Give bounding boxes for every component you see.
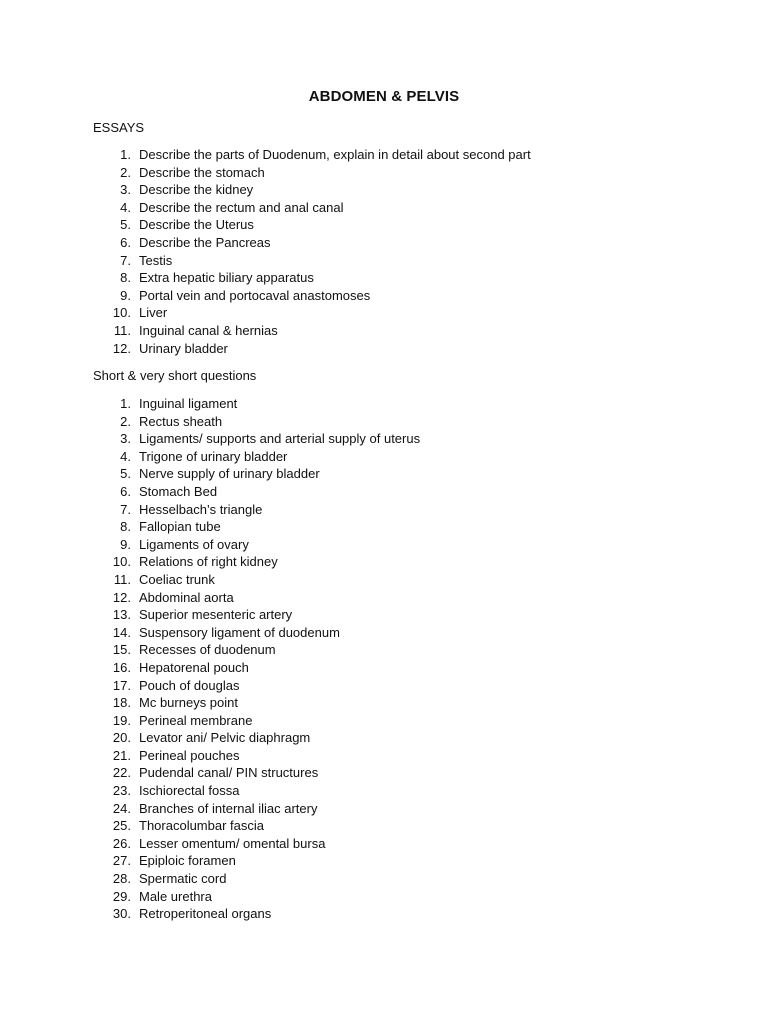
list-item-number: 23. <box>112 783 131 799</box>
list-item-text: Describe the rectum and anal canal <box>139 199 344 215</box>
list-item-number: 10. <box>112 305 131 321</box>
list-item <box>93 164 531 182</box>
list-item <box>93 216 531 234</box>
list-item <box>93 782 420 800</box>
list-item-number: 3. <box>120 182 131 198</box>
list-item-text: Spermatic cord <box>139 871 227 887</box>
list-item-text: Pudendal canal/ PIN structures <box>139 765 319 781</box>
list-item-text: Describe the Uterus <box>139 217 254 233</box>
list-item-number: 6. <box>120 234 131 250</box>
list-item-number: 30. <box>112 906 131 922</box>
list-item <box>93 589 420 607</box>
list-item-number: 29. <box>112 888 131 904</box>
list-item-text: Fallopian tube <box>139 519 221 535</box>
essays-heading: ESSAYS <box>93 120 145 135</box>
list-item-number: 5. <box>120 466 131 482</box>
list-item-number: 1. <box>120 396 131 411</box>
list-item <box>93 764 420 782</box>
list-item-text: Testis <box>139 252 173 268</box>
list-item <box>93 835 420 853</box>
list-item-text: Perineal membrane <box>139 712 253 728</box>
list-item-text: Pouch of douglas <box>139 677 240 693</box>
list-item <box>93 146 531 164</box>
list-item-number: 9. <box>120 287 131 303</box>
list-item <box>93 888 420 906</box>
list-item-text: Trigone of urinary bladder <box>139 448 288 464</box>
list-item-number: 9. <box>120 536 131 552</box>
list-item <box>93 852 420 870</box>
list-item-text: Superior mesenteric artery <box>139 607 293 623</box>
list-item <box>93 800 420 818</box>
list-item-text: Suspensory ligament of duodenum <box>139 624 340 640</box>
list-item <box>93 340 531 358</box>
list-item-number: 10. <box>112 554 131 570</box>
list-item-number: 26. <box>112 835 131 851</box>
list-item <box>93 729 420 747</box>
list-item-number: 1. <box>120 147 131 162</box>
list-item-text: Describe the Pancreas <box>139 234 271 250</box>
list-item-number: 28. <box>112 871 131 887</box>
list-item-text: Ligaments of ovary <box>139 536 249 552</box>
list-item <box>93 287 531 305</box>
list-item <box>93 395 420 413</box>
list-item-number: 19. <box>112 712 131 728</box>
list-item-text: Thoracolumbar fascia <box>139 818 264 834</box>
list-item <box>93 234 531 252</box>
list-item-text: Perineal pouches <box>139 747 240 763</box>
list-item-number: 4. <box>120 199 131 215</box>
list-item <box>93 304 531 322</box>
list-item-text: Describe the kidney <box>139 182 254 198</box>
list-item <box>93 870 420 888</box>
list-item <box>93 269 531 287</box>
list-item-text: Epiploic foramen <box>139 853 236 869</box>
list-item-text: Retroperitoneal organs <box>139 906 272 922</box>
list-item-number: 13. <box>112 607 131 623</box>
list-item <box>93 606 420 624</box>
list-item-number: 4. <box>120 448 131 464</box>
list-item-number: 2. <box>120 413 131 429</box>
page-title: ABDOMEN & PELVIS <box>308 88 460 105</box>
list-item-text: Describe the stomach <box>139 164 265 180</box>
list-item-text: Stomach Bed <box>139 483 218 499</box>
list-item-number: 11. <box>113 571 131 587</box>
list-item-number: 18. <box>112 695 131 711</box>
list-item <box>93 181 531 199</box>
list-item-text: Branches of internal iliac artery <box>139 800 318 816</box>
list-item-number: 7. <box>120 501 131 517</box>
list-item-text: Ischiorectal fossa <box>139 783 240 799</box>
list-item-number: 17. <box>112 677 131 693</box>
list-item-number: 12. <box>112 589 131 605</box>
list-item-number: 11. <box>113 322 131 338</box>
list-item <box>93 536 420 554</box>
list-item-number: 24. <box>112 800 131 816</box>
list-item <box>93 199 531 217</box>
list-item-number: 22. <box>112 765 131 781</box>
list-item-number: 12. <box>112 340 131 356</box>
list-item <box>93 641 420 659</box>
list-item-number: 5. <box>120 217 131 233</box>
list-item-number: 20. <box>112 730 131 746</box>
list-item <box>93 413 420 431</box>
essays-list <box>93 146 531 357</box>
list-item <box>93 518 420 536</box>
list-item-text: Describe the parts of Duodenum, explain in detail about second part <box>139 147 531 162</box>
list-item <box>93 501 420 519</box>
list-item-number: 14. <box>112 624 131 640</box>
list-item <box>93 322 531 340</box>
list-item-number: 16. <box>112 659 131 675</box>
list-item-text: Nerve supply of urinary bladder <box>139 466 320 482</box>
short-questions-heading: Short & very short questions <box>93 368 257 383</box>
list-item-number: 8. <box>120 519 131 535</box>
list-item-text: Mc burneys point <box>139 695 238 711</box>
list-item <box>93 694 420 712</box>
list-item-number: 3. <box>120 431 131 447</box>
list-item <box>93 659 420 677</box>
list-item <box>93 817 420 835</box>
list-item-text: Lesser omentum/ omental bursa <box>139 835 326 851</box>
list-item-number: 2. <box>120 164 131 180</box>
list-item-text: Male urethra <box>139 888 212 904</box>
list-item-number: 6. <box>120 483 131 499</box>
list-item <box>93 448 420 466</box>
list-item-number: 25. <box>112 818 131 834</box>
list-item <box>93 483 420 501</box>
list-item-text: Coeliac trunk <box>139 571 215 587</box>
list-item-text: Hesselbach’s triangle <box>139 501 263 517</box>
list-item-text: Portal vein and portocaval anastomoses <box>139 287 371 303</box>
list-item <box>93 747 420 765</box>
list-item <box>93 712 420 730</box>
list-item-text: Ligaments/ supports and arterial supply of uterus <box>139 431 421 447</box>
list-item <box>93 571 420 589</box>
list-item-text: Inguinal canal & hernias <box>139 322 278 338</box>
list-item <box>93 553 420 571</box>
list-item-text: Recesses of duodenum <box>139 642 276 658</box>
list-item-number: 8. <box>120 270 131 286</box>
list-item <box>93 252 531 270</box>
list-item-text: Extra hepatic biliary apparatus <box>139 270 314 286</box>
list-item <box>93 465 420 483</box>
list-item-text: Abdominal aorta <box>139 589 234 605</box>
short-questions-list <box>93 395 420 923</box>
list-item-text: Liver <box>139 305 168 321</box>
list-item-text: Rectus sheath <box>139 413 223 429</box>
list-item-text: Hepatorenal pouch <box>139 659 249 675</box>
list-item <box>93 677 420 695</box>
list-item-text: Urinary bladder <box>139 340 228 356</box>
list-item-text: Inguinal ligament <box>139 396 238 411</box>
list-item <box>93 430 420 448</box>
list-item-number: 7. <box>120 252 131 268</box>
list-item-text: Levator ani/ Pelvic diaphragm <box>139 730 311 746</box>
list-item <box>93 905 420 923</box>
list-item-number: 27. <box>112 853 131 869</box>
list-item-number: 15. <box>112 642 131 658</box>
list-item-text: Relations of right kidney <box>139 554 278 570</box>
list-item <box>93 624 420 642</box>
list-item-number: 21. <box>112 747 131 763</box>
